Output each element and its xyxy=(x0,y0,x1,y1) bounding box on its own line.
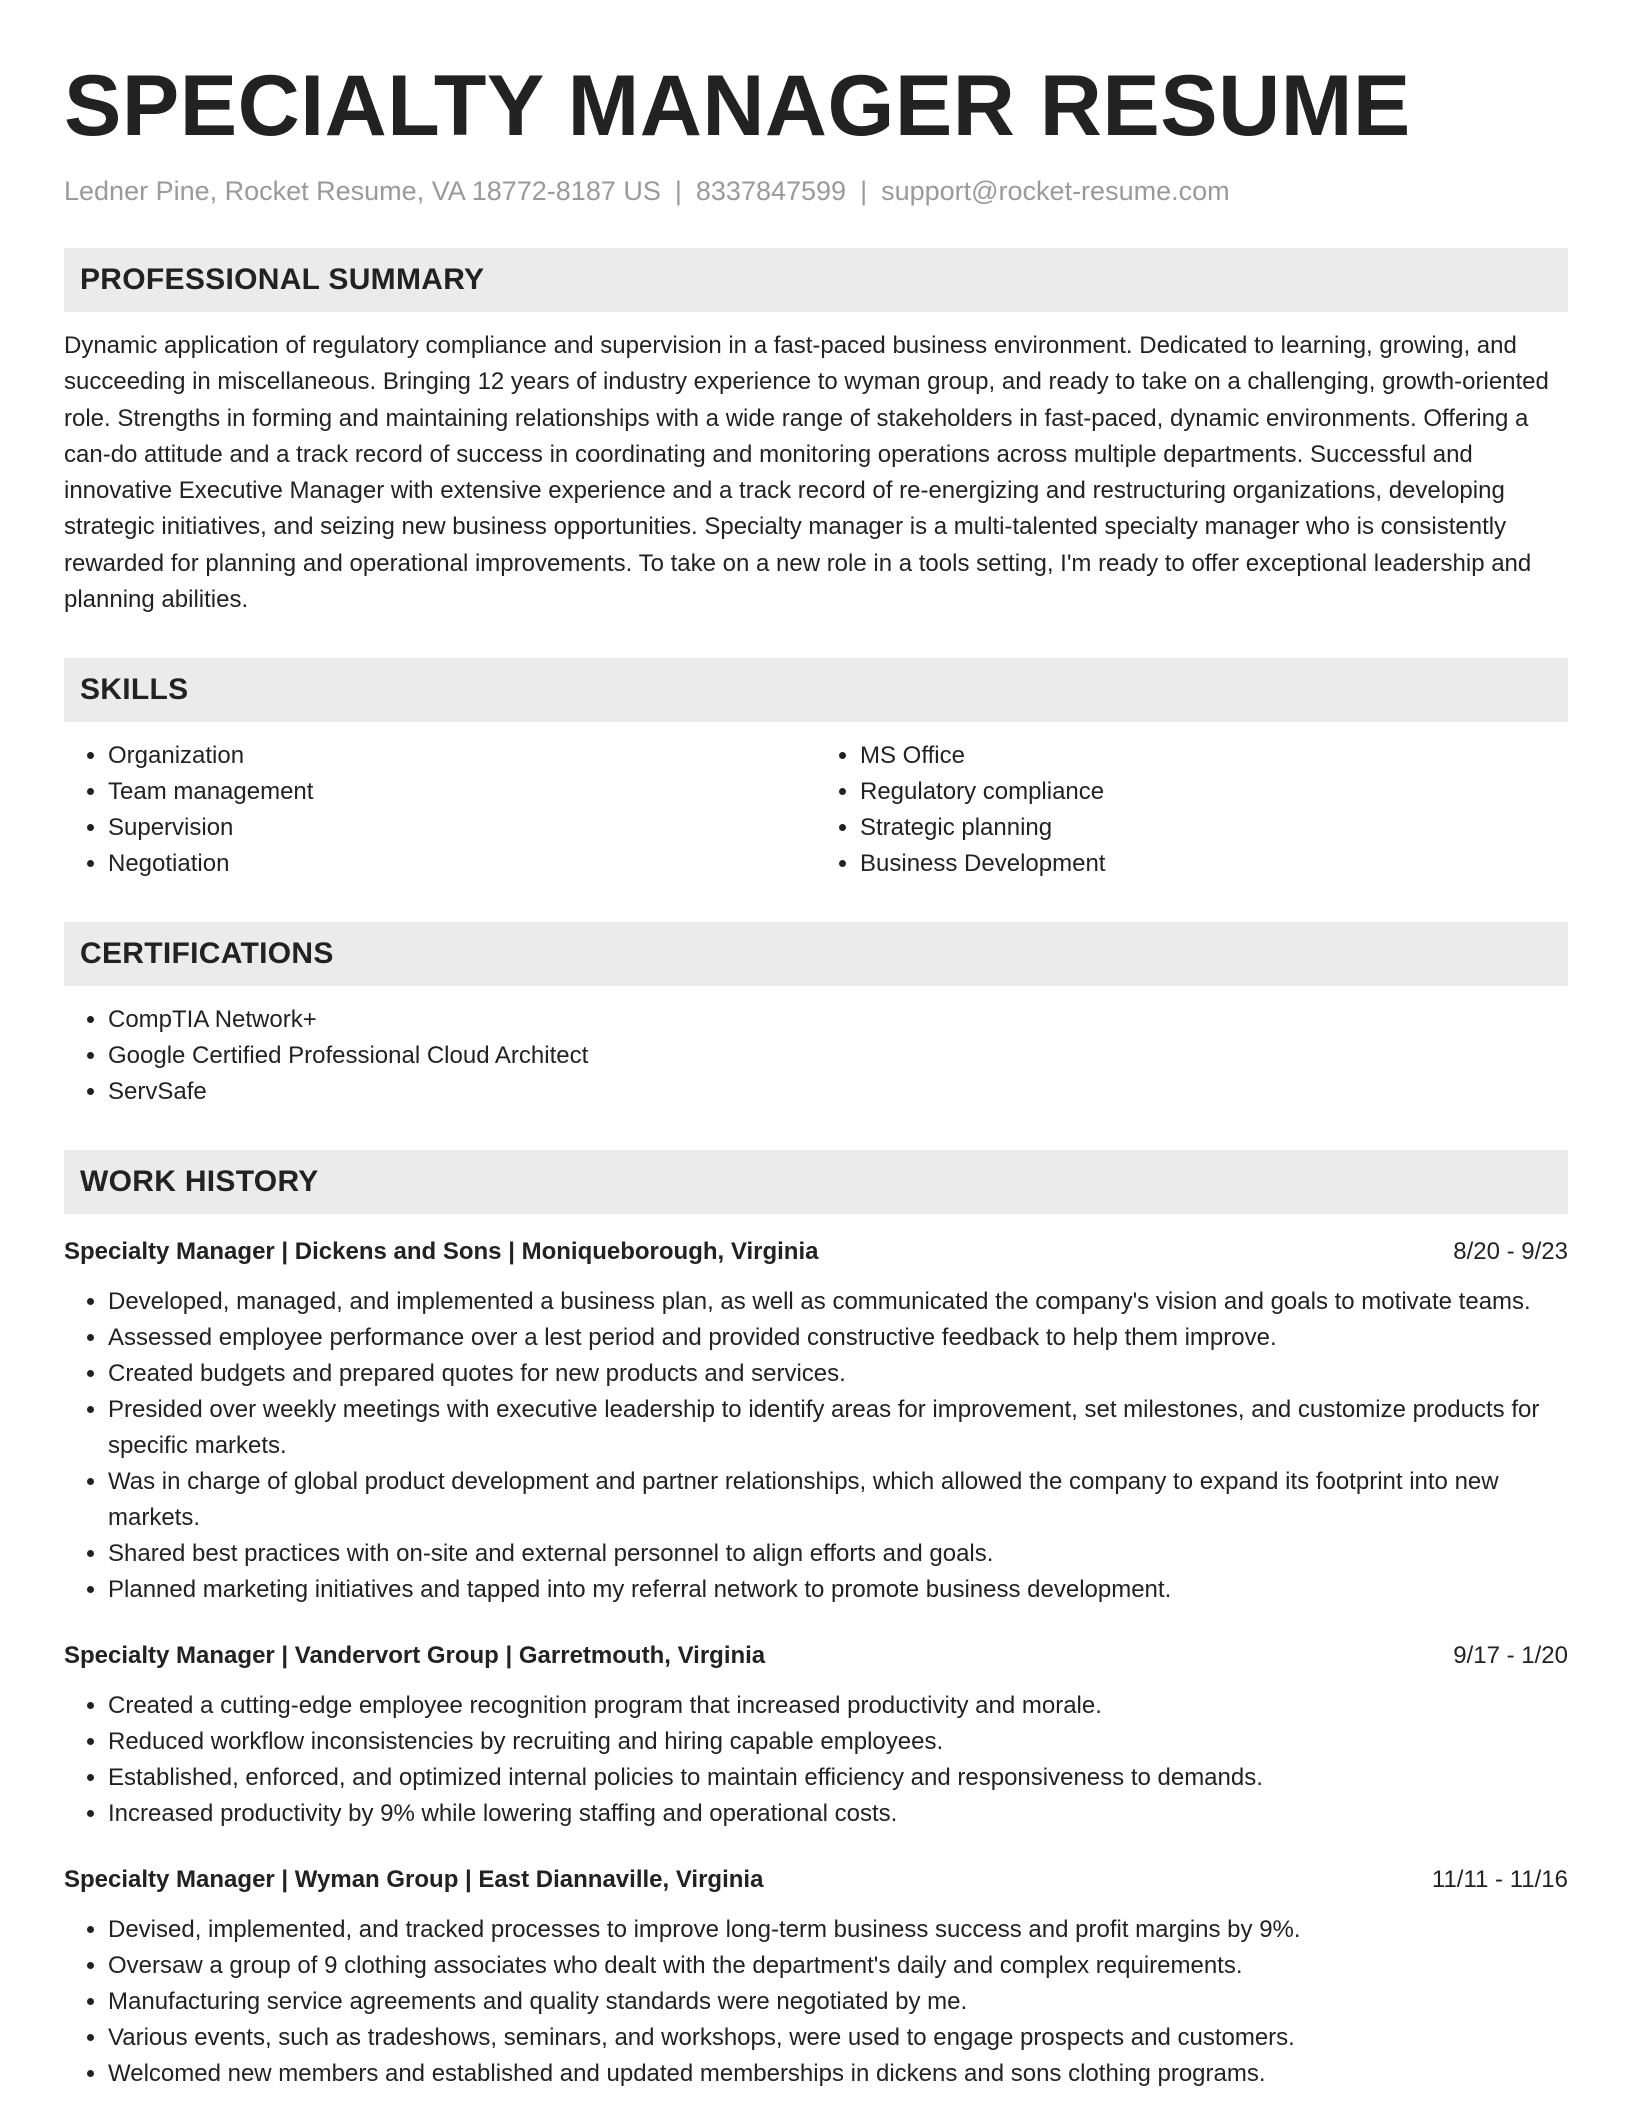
job-bullets xyxy=(64,1912,1568,2092)
work-history-heading: WORK HISTORY xyxy=(80,1165,319,1199)
skill-item: • Team management xyxy=(108,774,816,810)
work-history-section-header xyxy=(64,1150,1568,1214)
job-bullet: • Manufacturing service agreements and quality standards were negotiated by me. xyxy=(108,1984,1568,2020)
job-header xyxy=(64,1638,1568,1674)
job-bullet: • Various events, such as tradeshows, seminars, and workshops, were used to engage prospects and customers. xyxy=(108,2020,1568,2056)
job-bullet: • Assessed employee performance over a lest period and provided constructive feedback to help them improve. xyxy=(108,1320,1568,1356)
certifications-section-header xyxy=(64,922,1568,986)
skill-item: • Strategic planning xyxy=(860,810,1568,846)
job-bullet: • Shared best practices with on-site and external personnel to align efforts and goals. xyxy=(108,1536,1568,1572)
job-bullet: • Reduced workflow inconsistencies by recruiting and hiring capable employees. xyxy=(108,1724,1568,1760)
certifications-heading: CERTIFICATIONS xyxy=(80,937,334,971)
certification-item: • CompTIA Network+ xyxy=(108,1002,1568,1038)
job-bullet: • Created a cutting-edge employee recognition program that increased productivity and morale. xyxy=(108,1688,1568,1724)
job-entry xyxy=(64,1638,1568,1832)
job-bullet: • Increased productivity by 9% while lowering staffing and operational costs. xyxy=(108,1796,1568,1832)
job-entry xyxy=(64,1234,1568,1608)
summary-section-header xyxy=(64,248,1568,312)
skills-heading: SKILLS xyxy=(80,673,189,707)
job-header xyxy=(64,1862,1568,1898)
contact-separator: | xyxy=(860,176,868,206)
job-dates: 11/11 - 11/16 xyxy=(1431,1866,1568,1894)
skills-column-right xyxy=(816,738,1568,882)
skills-section-header xyxy=(64,658,1568,722)
skill-item: • Supervision xyxy=(108,810,816,846)
job-bullet: • Developed, managed, and implemented a business plan, as well as communicated the company's vision and goals to motivate teams. xyxy=(108,1284,1568,1320)
contact-email: support@rocket-resume.com xyxy=(881,176,1230,206)
contact-address: Ledner Pine, Rocket Resume, VA 18772-8187 US xyxy=(64,176,661,206)
contact-separator: | xyxy=(674,176,682,206)
skill-item: • Negotiation xyxy=(108,846,816,882)
job-title: Specialty Manager | Wyman Group | East Diannaville, Virginia xyxy=(64,1866,764,1894)
certifications-list xyxy=(64,1002,1568,1110)
job-bullet: • Established, enforced, and optimized internal policies to maintain efficiency and responsiveness to demands. xyxy=(108,1760,1568,1796)
job-bullet: • Was in charge of global product development and partner relationships, which allowed the company to expand its footprint into new markets. xyxy=(108,1464,1568,1536)
certification-item: • Google Certified Professional Cloud Architect xyxy=(108,1038,1568,1074)
job-dates: 8/20 - 9/23 xyxy=(1453,1238,1568,1266)
job-bullet: • Devised, implemented, and tracked processes to improve long-term business success and profit margins by 9%. xyxy=(108,1912,1568,1948)
skill-item: • Organization xyxy=(108,738,816,774)
job-bullets xyxy=(64,1284,1568,1608)
skill-item: • Regulatory compliance xyxy=(860,774,1568,810)
job-bullet: • Presided over weekly meetings with executive leadership to identify areas for improvement, set milestones, and customize products for specific markets. xyxy=(108,1392,1568,1464)
certification-item: • ServSafe xyxy=(108,1074,1568,1110)
contact-line xyxy=(64,174,1568,208)
summary-heading: PROFESSIONAL SUMMARY xyxy=(80,263,485,296)
job-header xyxy=(64,1234,1568,1270)
contact-phone: 8337847599 xyxy=(695,176,847,206)
job-bullet: • Oversaw a group of 9 clothing associates who dealt with the department's daily and complex requirements. xyxy=(108,1948,1568,1984)
resume-title: SPECIALTY MANAGER RESUME xyxy=(64,58,1411,154)
job-bullet: • Welcomed new members and established and updated memberships in dickens and sons clothing programs. xyxy=(108,2056,1568,2092)
job-dates: 9/17 - 1/20 xyxy=(1453,1642,1568,1670)
job-entry xyxy=(64,1862,1568,2092)
skills-list xyxy=(64,738,1568,882)
job-title: Specialty Manager | Vandervort Group | Garretmouth, Virginia xyxy=(64,1642,766,1670)
job-title: Specialty Manager | Dickens and Sons | Moniqueborough, Virginia xyxy=(64,1238,819,1266)
job-bullet: • Created budgets and prepared quotes for new products and services. xyxy=(108,1356,1568,1392)
job-bullets xyxy=(64,1688,1568,1832)
skill-item: • MS Office xyxy=(860,738,1568,774)
summary-text: Dynamic application of regulatory compliance and supervision in a fast-paced business environment. Dedicated to learning, growing, and succeeding in miscellaneous. Bringing 12 years of industry experience to wyman group, and ready to take on a challenging, growth-oriented role. Strengths in forming and maintaining relationships with a wide range of stakeholders in fast-paced, dynamic environments. Offering a can-do attitude and a track record of success in coordinating and monitoring operations across multiple departments. Successful and innovative Executive Manager with extensive experience and a track record of re-energizing and restructuring organizations, developing strategic initiatives, and seizing new business opportunities. Specialty manager is a multi-talented specialty manager who is consistently rewarded for planning and operational improvements. To take on a new role in a tools setting, I'm ready to offer exceptional leadership and planning abilities. xyxy=(64,332,1549,614)
skill-item: • Business Development xyxy=(860,846,1568,882)
skills-column-left xyxy=(64,738,816,882)
job-bullet: • Planned marketing initiatives and tapped into my referral network to promote business development. xyxy=(108,1572,1568,1608)
